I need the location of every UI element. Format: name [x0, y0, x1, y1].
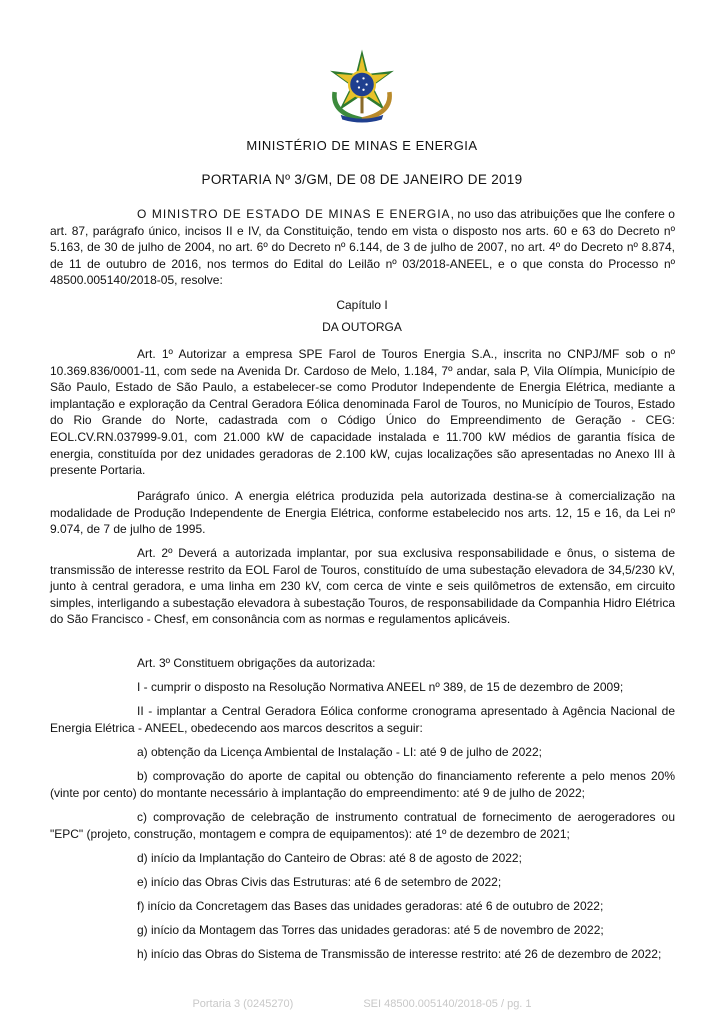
item-c: c) comprovação de celebração de instrumento contratual de fornecimento de aerogeradores ou "EPC" (projeto, construção, montagem e compra de equipamentos): até 1º de dezembro de 2021; — [50, 810, 675, 841]
item-a: a) obtenção da Licença Ambiental de Instalação - LI: até 9 de julho de 2022; — [137, 745, 542, 759]
inciso-ii: II - implantar a Central Geradora Eólica conforme cronograma apresentado à Agência Nacional de Energia Elétrica - ANEEL, obedecendo aos marcos descritos a seguir: — [50, 704, 675, 735]
article-1-paragrafo-unico: Parágrafo único. A energia elétrica produzida pela autorizada destina-se à comercialização na modalidade de Produção Independente de Energia Elétrica, conforme estabelecido nos arts. 12, 15 e 16, da Lei nº 9.074, de 7 de julho de 1995. — [50, 489, 675, 537]
preamble-subject: O MINISTRO DE ESTADO DE MINAS E ENERGIA — [137, 207, 451, 221]
preamble — [50, 206, 675, 289]
item-e: e) início das Obras Civis das Estruturas: até 6 de setembro de 2022; — [137, 875, 502, 889]
brazil-coat-of-arms-icon — [324, 48, 400, 124]
article-3: Art. 3º Constituem obrigações da autorizada: — [137, 656, 376, 670]
preamble-text: , no uso das atribuições que lhe confere o art. 87, parágrafo único, incisos II e IV, da Constituição, tendo em vista o disposto nos arts. 60 e 63 do Decreto nº 5.163, de 30 de julho de 2004, no art. 6º do Decreto nº 6.144, de 3 de julho de 2007, no art. 4º do Decreto nº 8.874, de 11 de outubro de 2016, nos termos do Edital do Leilão nº 03/2018-ANEEL, e o que consta do Processo nº 48500.005140/2018-05, resolve: — [50, 207, 675, 288]
footer-document-id: Portaria 3 (0245270) — [192, 998, 294, 1010]
item-h: h) início das Obras do Sistema de Transmissão de interesse restrito: até 26 de dezembro de 2022; — [137, 947, 662, 961]
item-f: f) início da Concretagem das Bases das unidades geradoras: até 6 de outubro de 2022; — [137, 899, 604, 913]
chapter-title: DA OUTORGA — [322, 320, 402, 334]
item-d: d) início da Implantação do Canteiro de Obras: até 8 de agosto de 2022; — [137, 851, 522, 865]
ministry-name: MINISTÉRIO DE MINAS E ENERGIA — [246, 138, 478, 153]
item-b: b) comprovação do aporte de capital ou obtenção do financiamento referente a pelo menos 20% (vinte por cento) do montante necessário à implantação do empreendimento: até 9 de julho de 2022; — [50, 769, 675, 800]
article-1: Art. 1º Autorizar a empresa SPE Farol de Touros Energia S.A., inscrita no CNPJ/MF sob o nº 10.369.836/0001-11, com sede na Avenida Dr. Cardoso de Melo, 1.184, 7º andar, sala P, Vila Olímpia, Município de São Paulo, Estado de São Paulo, a estabelecer-se como Produtor Independente de Energia Elétrica, mediante a implantação e exploração da Central Geradora Eólica denominada Farol de Touros, no Município de Touros, Estado do Rio Grande do Norte, cadastrada com o Código Único do Empreendimento de Geração - CEG: EOL.CV.RN.037999-9.01, com 21.000 kW de capacidade instalada e 11.700 kW médios de garantia física de energia, constituída por dez unidades geradoras de 2.100 kW, cujas localizações são apresentadas no Anexo III à presente Portaria. — [50, 347, 675, 478]
portaria-title: PORTARIA Nº 3/GM, DE 08 DE JANEIRO DE 2019 — [201, 172, 523, 187]
page-footer — [0, 998, 724, 1010]
article-2: Art. 2º Deverá a autorizada implantar, por sua exclusiva responsabilidade e ônus, o sistema de transmissão de interesse restrito da EOL Farol de Touros, constituído de uma subestação elevadora de 34,5/230 kV, junto à central geradora, e uma linha em 230 kV, com cerca de vinte e seis quilômetros de extensão, em circuito simples, interligando a subestação elevadora à subestação Touros, de responsabilidade da Companhia Hidro Elétrica do São Francisco - Chesf, em consonância com as normas e regulamentos aplicáveis. — [50, 546, 675, 627]
inciso-i: I - cumprir o disposto na Resolução Normativa ANEEL nº 389, de 15 de dezembro de 2009; — [137, 680, 624, 694]
footer-process-page: SEI 48500.005140/2018-05 / pg. 1 — [363, 998, 532, 1010]
chapter-label: Capítulo I — [336, 298, 388, 312]
item-g: g) início da Montagem das Torres das unidades geradoras: até 5 de novembro de 2022; — [137, 923, 604, 937]
